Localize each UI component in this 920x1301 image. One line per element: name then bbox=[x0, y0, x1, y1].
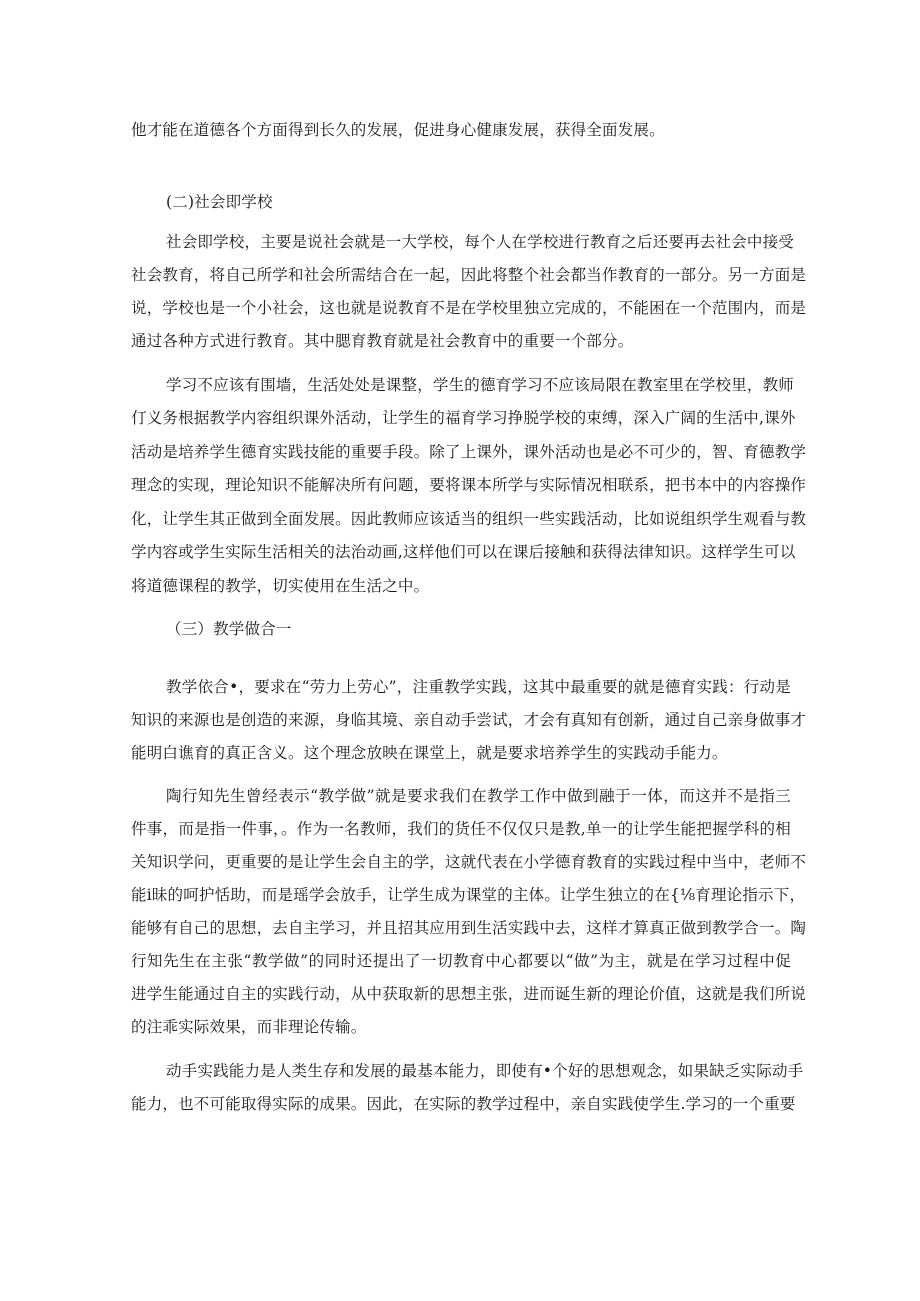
paragraph-line: 通过各种方式进行教育。其中腮育教育就是社会教育中的重要一个部分。 bbox=[131, 332, 634, 350]
paragraph-line: 的注乖实际效果，而非理论传输。 bbox=[131, 1018, 367, 1036]
section-heading-3: （三）教学做合一 bbox=[166, 620, 292, 638]
paragraph-line: 说，学校也是一个小社会，这也就是说教育不是在学校里独立完成的，不能困在一个范围内，而是 bbox=[131, 299, 807, 317]
paragraph-line: 教学依合•，要求在“劳力上劳心”，注重教学实践，这其中最重要的就是德育实践：行动是 bbox=[166, 678, 791, 696]
paragraph-line: 仃义务根据教学内容组织课外活动，让学生的福育学习挣脱学校的束缚，深入广阔的生活中,课外 bbox=[131, 409, 796, 427]
paragraph-line: 动手实践能力是人类生存和发展的最基本能力，即使有•个好的思想观念，如果缺乏实际动手 bbox=[166, 1062, 804, 1080]
section-heading-2: (二)社会即学校 bbox=[166, 193, 273, 211]
paragraph-line: 社会即学校，主要是说社会就是一大学校，每个人在学校进行教育之后还要再去社会中接受 bbox=[166, 233, 795, 251]
paragraph-line: 学内容或学生实际生活相关的法治动画,这样他们可以在课后接触和获得法律知识。这样学生可以 bbox=[131, 543, 796, 561]
paragraph-line: 能明白谯育的真正含义。这个理念放映在课堂上，就是要求培养学生的实践动手能力。 bbox=[131, 744, 728, 762]
paragraph-line: 化，让学生其正做到全面发展。因此教师应该适当的组织一些实践活动，比如说组织学生观看与教 bbox=[131, 510, 807, 528]
paragraph-line: 能够有自己的思想，去自主学习，并且招其应用到生活实践中去，这样才算真正做到教学合一。陶 bbox=[131, 919, 807, 937]
paragraph-line: 陶行知先生曾经表示“教学做”就是要求我们在教学工作中做到融于一体，而这并不是指三 bbox=[166, 787, 791, 805]
paragraph-line: 社会教育，将自己所学和社会所需结合在一起，因此将整个社会都当作教育的一部分。另一方面是 bbox=[131, 266, 807, 284]
paragraph-line: 行知先生在主张“教学做”的同时还提出了一切教育中心都要以“做”为主，就是在学习过程中促 bbox=[131, 952, 791, 970]
paragraph-line: 将道德课程的教学，切实使用在生活之中。 bbox=[131, 577, 430, 595]
paragraph-line: 理念的实现，理论知识不能解决所有问题，要将课本所学与实际情况相联系，把书本中的内容操作 bbox=[131, 476, 807, 494]
paragraph-line: 关知识学问，更重要的是让学生会自主的学，这就代表在小学德育教育的实践过程中当中，老师不 bbox=[131, 853, 807, 871]
paragraph-line: 活动是培养学生德育实践技能的重要手段。除了上课外，课外活动也是必不可少的，智、育德教学 bbox=[131, 443, 807, 461]
paragraph-line: 学习不应该有围墙，生活处处是课整，学生的德育学习不应该局限在教室里在学校里，教师 bbox=[166, 376, 795, 394]
paragraph-line: 知识的来源也是创造的来源，身临其境、亲自动手尝试，才会有真知有创新，通过自己亲身做事才 bbox=[131, 711, 807, 729]
paragraph-line: 件事，而是指一件事，。作为一名教师，我们的货任不仅仅只是教,单一的让学生能把握学科的相 bbox=[131, 820, 791, 838]
paragraph-line: 能力，也不可能取得实际的成果。因此，在实际的教学过程中，亲自实践使学生.学习的一个重要 bbox=[131, 1095, 796, 1113]
paragraph-line: 进学生能通过自主的实践行动，从中获取新的思想主张，进而诞生新的理论价值，这就是我们所说 bbox=[131, 985, 807, 1003]
paragraph-line: 能i昧的呵护恬助，而是瑶学会放手，让学生成为课堂的主体。让学生独立的在{⅛育理论指示下， bbox=[131, 886, 806, 904]
paragraph-line: 他才能在道德各个方面得到长久的发展，促进身心健康发展，获得全面发展。 bbox=[131, 121, 665, 139]
